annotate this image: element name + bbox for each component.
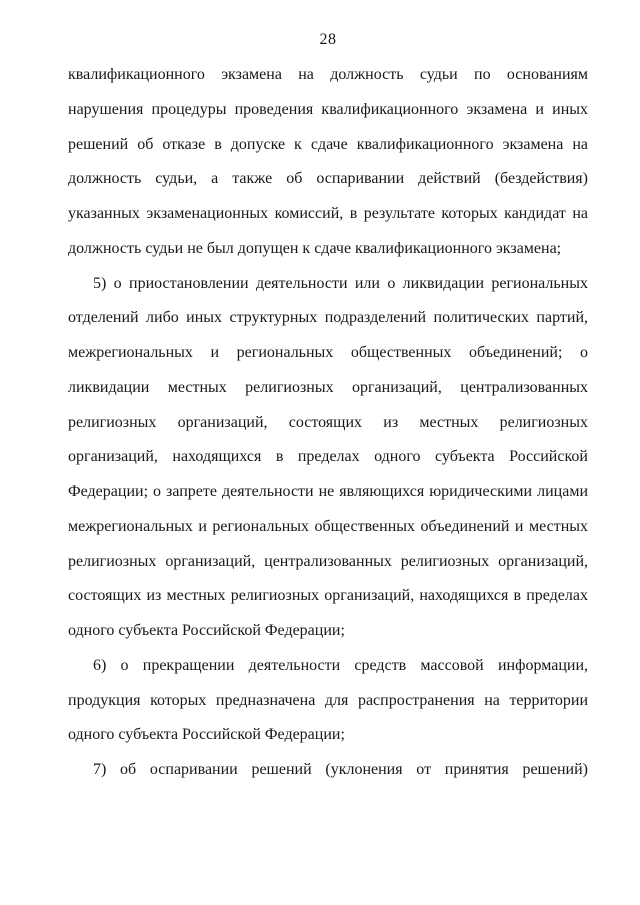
- text-line-item-6: 6) о прекращении деятельности средств массовой информации,: [93, 656, 588, 674]
- text-line: указанных экзаменационных комиссий, в результате которых кандидат на: [68, 205, 588, 222]
- text-line: одного субъекта Российской Федерации;: [68, 726, 345, 744]
- text-line: квалификационного экзамена на должность судьи по основаниям: [68, 66, 588, 83]
- text-line: отделений либо иных структурных подразделений политических партий,: [68, 309, 588, 327]
- text-line: межрегиональных и региональных общественных объединений; о: [68, 344, 588, 361]
- text-line: одного субъекта Российской Федерации;: [68, 622, 345, 639]
- text-line: межрегиональных и региональных общественных объединений и местных: [68, 517, 588, 535]
- text-line: должность судьи не был допущен к сдаче квалификационного экзамена;: [68, 239, 562, 257]
- text-line: ликвидации местных религиозных организаций, централизованных: [68, 378, 588, 396]
- text-line: Федерации; о запрете деятельности не являющихся юридическими лицами: [68, 483, 588, 500]
- text-line: должность судьи, а также об оспаривании действий (бездействия): [68, 170, 588, 188]
- text-line: организаций, находящихся в пределах одного субъекта Российской: [68, 448, 588, 466]
- text-line: религиозных организаций, централизованных религиозных организаций,: [68, 552, 588, 570]
- page-number: 28: [319, 31, 337, 48]
- body-text: [68, 58, 588, 788]
- text-line: решений об отказе в допуске к сдаче квалификационного экзамена на: [68, 135, 588, 153]
- text-line: религиозных организаций, состоящих из местных религиозных: [68, 413, 588, 431]
- text-line-item-5: 5) о приостановлении деятельности или о ликвидации региональных: [93, 274, 588, 292]
- text-line: нарушения процедуры проведения квалификационного экзамена и иных: [68, 100, 588, 118]
- text-line: продукция которых предназначена для распространения на территории: [68, 691, 588, 709]
- text-line: состоящих из местных религиозных организаций, находящихся в пределах: [68, 587, 588, 605]
- text-line-item-7: 7) об оспаривании решений (уклонения от принятия решений): [93, 761, 588, 778]
